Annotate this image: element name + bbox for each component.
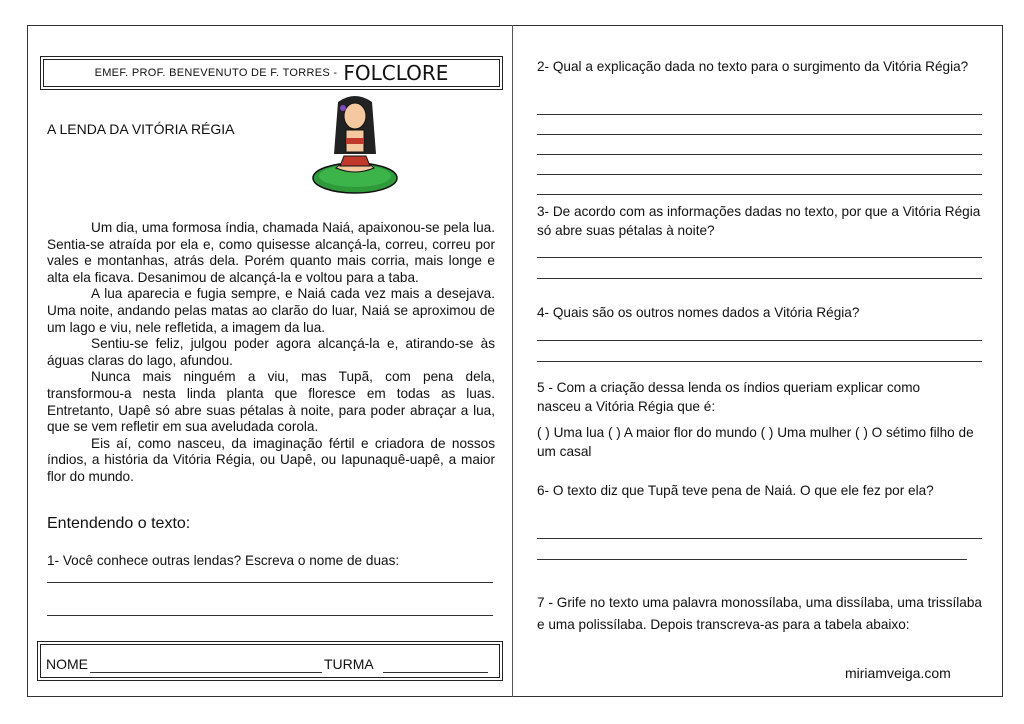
class-field[interactable] — [383, 672, 488, 673]
class-label: TURMA — [324, 656, 374, 672]
question-2: 2- Qual a explicação dada no texto para o surgimento da Vitória Régia? — [537, 59, 969, 74]
question-4: 4- Quais são os outros nomes dados a Vitória Régia? — [537, 305, 860, 320]
section-title: Entendendo o texto: — [47, 515, 191, 532]
question-5: 5 - Com a criação dessa lenda os índios queriam explicar como nasceu a Vitória Régia que é: — [537, 380, 921, 414]
story-paragraph: Eis aí, como nasceu, da imaginação fértil e criadora de nossos índios, a história da Vitória Régia, ou Uapê, ou Iapunaquê-uapê, a maior flor do mundo. — [47, 435, 495, 484]
answer-line — [537, 174, 982, 175]
name-label: NOME — [46, 656, 88, 672]
answer-line — [537, 114, 982, 115]
answer-line — [47, 582, 493, 583]
answer-line — [47, 615, 493, 616]
credit-text: miriamveiga.com — [845, 665, 951, 681]
story-title: A LENDA DA VITÓRIA RÉGIA — [47, 121, 235, 137]
story-paragraph: Sentiu-se feliz, julgou poder agora alcançá-la e, atirando-se às águas claras do lago, afundou. — [47, 336, 495, 368]
indigenous-girl-on-lily-pad-illustration — [310, 94, 400, 198]
column-divider — [512, 25, 513, 697]
answer-line — [537, 361, 982, 362]
answer-line — [537, 278, 982, 279]
school-name: EMEF. PROF. BENEVENUTO DE F. TORRES - — [94, 67, 338, 79]
answer-line — [537, 134, 982, 135]
question-7: 7 - Grife no texto uma palavra monossílaba, uma dissílaba, uma trissílaba e uma polissílaba. Depois transcreva-as para a tabela abaixo: — [537, 595, 982, 632]
story-text — [47, 220, 495, 486]
question-3: 3- De acordo com as informações dadas no texto, por que a Vitória Régia só abre suas pétalas à noite? — [537, 204, 981, 238]
header-box — [40, 56, 503, 90]
topic-title: FOLCLORE — [343, 61, 449, 85]
answer-line — [537, 257, 982, 258]
answer-line — [537, 154, 982, 155]
question-5-options: ( ) Uma lua ( ) A maior flor do mundo ( ) Uma mulher ( ) O sétimo filho de um casal — [537, 425, 974, 459]
answer-line — [537, 559, 967, 560]
story-paragraph: A lua aparecia e fugia sempre, e Naiá cada vez mais a desejava. Uma noite, andando pelas matas ao clarão do luar, Naiá se aproximou de um lago e viu, nele refletida, a imagem da lua. — [47, 286, 495, 335]
question-1: 1- Você conhece outras lendas? Escreva o nome de duas: — [47, 553, 400, 568]
story-paragraph: Um dia, uma formosa índia, chamada Naiá, apaixonou-se pela lua. Sentia-se atraída por ela e, como quisesse alcançá-la, correu, correu por vales e montanhas, atrás dela. Porém quanto mais corria, mais longe e alta ela ficava. Desanimou de alcançá-la e voltou para a taba. — [47, 220, 495, 285]
name-class-box — [37, 641, 503, 681]
story-paragraph: Nunca mais ninguém a viu, mas Tupã, com pena dela, transformou-a nesta linda planta que floresce em todas as luas. Entretanto, Uapê só abre suas pétalas à noite, para poder abraçar a lua, que se vem refletir em sua aveludada corola. — [47, 369, 495, 435]
answer-line — [537, 194, 982, 195]
question-6: 6- O texto diz que Tupã teve pena de Naiá. O que ele fez por ela? — [537, 483, 934, 498]
name-field[interactable] — [90, 672, 322, 673]
answer-line — [537, 538, 982, 539]
answer-line — [537, 340, 982, 341]
